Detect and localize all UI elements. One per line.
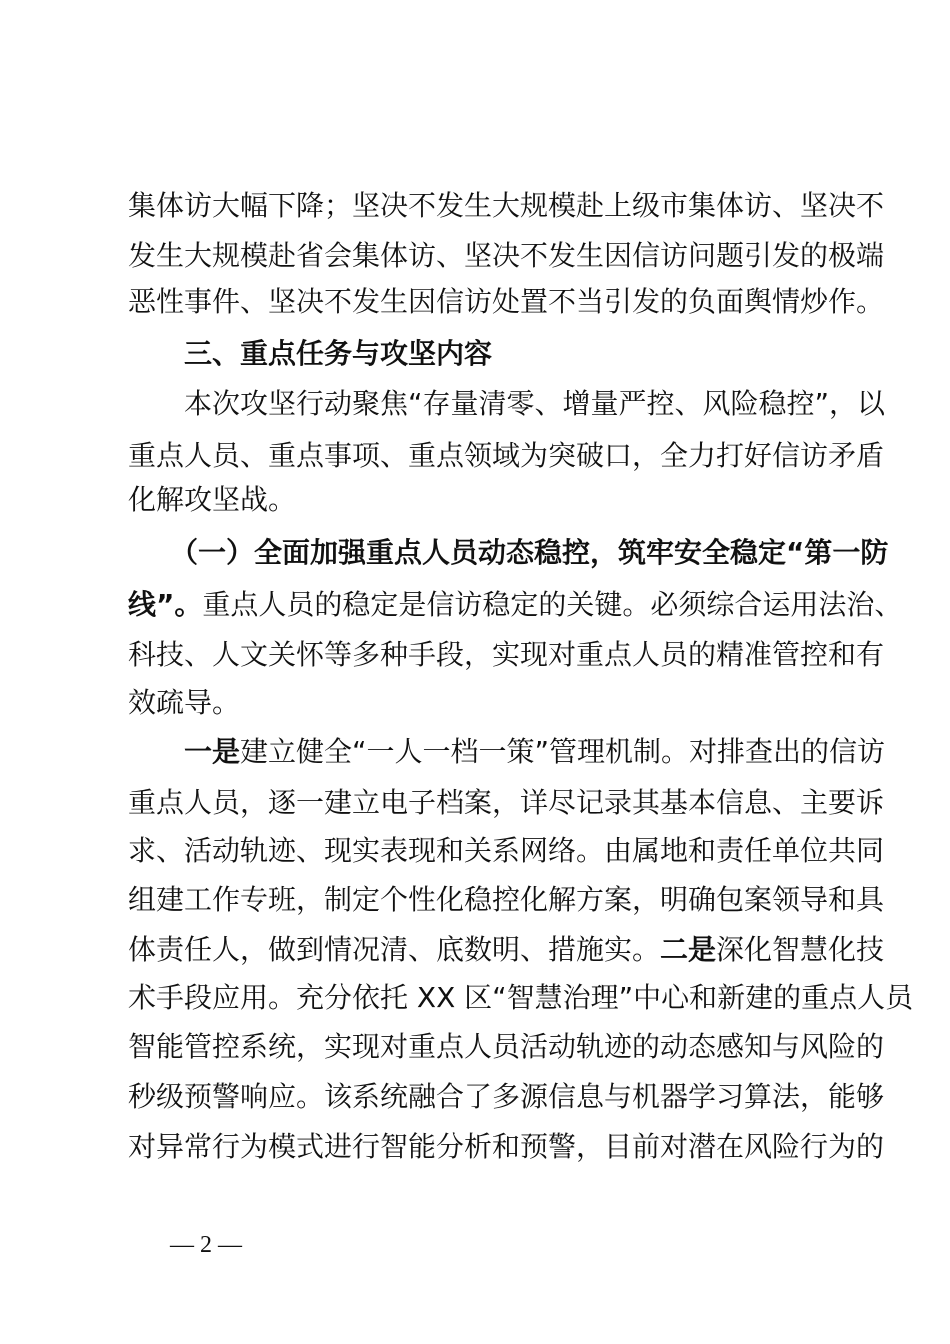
subsection-heading-end: 线”。 xyxy=(128,588,203,621)
body-line xyxy=(128,930,885,970)
body-line: 发生大规模赴省会集体访、坚决不发生因信访问题引发的极端 xyxy=(128,239,885,272)
body-line: 集体访大幅下降；坚决不发生大规模赴上级市集体访、坚决不 xyxy=(128,189,885,222)
body-text: 深化智慧化技 xyxy=(716,933,885,966)
body-line: 智能管控系统，实现对重点人员活动轨迹的动态感知与风险的 xyxy=(128,1030,885,1063)
body-text: 体责任人，做到情况清、底数明、措施实。 xyxy=(128,933,661,966)
body-line: 重点人员，逐一建立电子档案，详尽记录其基本信息、主要诉 xyxy=(128,786,885,819)
body-line: 化解攻坚战。 xyxy=(128,483,297,516)
body-line xyxy=(128,585,903,625)
body-line: 效疏导。 xyxy=(128,686,241,719)
body-line: 术手段应用。充分依托 XX 区“智慧治理”中心和新建的重点人员 xyxy=(128,981,914,1014)
body-text: 建立健全“一人一档一策”管理机制。对排查出的信访 xyxy=(240,735,886,768)
body-line: 组建工作专班，制定个性化稳控化解方案，明确包案领导和具 xyxy=(128,883,885,916)
body-line: 求、活动轨迹、现实表现和关系网络。由属地和责任单位共同 xyxy=(128,834,885,867)
point-label: 二是 xyxy=(660,933,717,966)
body-line xyxy=(128,732,886,772)
body-line: 秒级预警响应。该系统融合了多源信息与机器学习算法，能够 xyxy=(128,1080,885,1113)
page-number: — 2 — xyxy=(170,1232,242,1258)
body-line: 对异常行为模式进行智能分析和预警，目前对潜在风险行为的 xyxy=(128,1130,885,1163)
point-label: 一是 xyxy=(184,735,241,768)
body-text: 重点人员的稳定是信访稳定的关键。必须综合运用法治、 xyxy=(202,588,903,621)
body-line: 恶性事件、坚决不发生因信访处置不当引发的负面舆情炒作。 xyxy=(128,285,885,318)
subsection-heading: （一）全面加强重点人员动态稳控，筑牢安全稳定“第一防 xyxy=(170,536,889,569)
section-heading: 三、重点任务与攻坚内容 xyxy=(184,337,493,370)
body-line: 重点人员、重点事项、重点领域为突破口，全力打好信访矛盾 xyxy=(128,439,885,472)
body-line: 本次攻坚行动聚焦“存量清零、增量严控、风险稳控”，以 xyxy=(184,387,886,420)
body-line: 科技、人文关怀等多种手段，实现对重点人员的精准管控和有 xyxy=(128,638,885,671)
